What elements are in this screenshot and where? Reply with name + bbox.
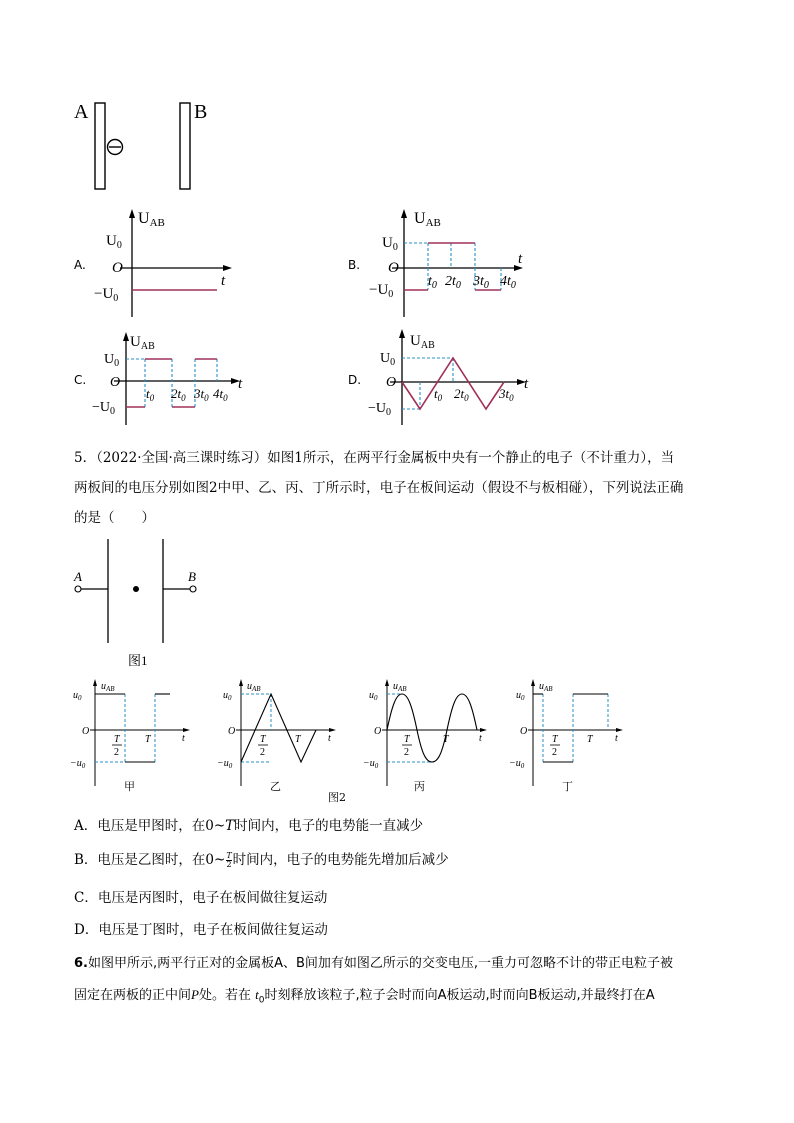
q5-number: 5． <box>74 450 97 466</box>
q5-line-3: 的是（ ） <box>74 510 155 526</box>
svg-text:u0: $u_0$ <box>516 690 525 702</box>
q4-option-b-label: B. <box>348 258 361 272</box>
svg-text:2: 2 <box>404 747 409 758</box>
svg-text:t: t <box>238 376 243 392</box>
plate-b <box>180 103 190 189</box>
q6-line-1: 6.如图甲所示,两平行正对的金属板A、B间加有如图乙所示的交变电压,一重力可忽略不计的带正电粒子被 <box>74 956 674 971</box>
svg-text:O: O <box>374 726 382 737</box>
graph-name-ding: 丁 <box>562 780 573 793</box>
svg-text:UAB: $U_{AB}$ <box>410 333 435 351</box>
svg-text:t: t <box>524 376 529 392</box>
svg-text:T: T <box>295 734 301 745</box>
svg-text:O: O <box>386 375 397 390</box>
svg-text:t: t <box>182 733 185 744</box>
svg-text:T: T <box>443 734 449 745</box>
q4-option-c-graph <box>88 328 258 428</box>
svg-text:uAB: $u_{AB}$ <box>393 681 407 693</box>
svg-text:3t0: $3t_0$ <box>473 274 489 291</box>
svg-text:t0: $t_0$ <box>434 386 443 403</box>
q4-option-a-graph <box>94 205 250 323</box>
plate-a <box>95 103 105 189</box>
svg-text:−U0: $-U_0$ <box>94 286 119 304</box>
svg-text:O: O <box>112 260 123 276</box>
svg-text:3t0: $3t_0$ <box>194 386 209 403</box>
svg-text:U0: $U_0$ <box>380 351 396 368</box>
graph-name-jia: 甲 <box>124 780 135 793</box>
q5-option-b[interactable]: B．电压是乙图时，在0~ $\frac{T}{2}$ 时间内，电子的电势能先增加后减少 <box>74 851 449 869</box>
svg-text:O: O <box>520 726 528 737</box>
svg-text:T: T <box>552 734 558 745</box>
svg-text:t0: $t_0$ <box>428 274 437 291</box>
svg-text:−u0: $-u_0$ <box>363 758 379 770</box>
svg-text:U0: $U_0$ <box>106 233 122 251</box>
svg-text:O: O <box>388 260 399 276</box>
svg-text:−u0: $-u_0$ <box>509 758 525 770</box>
svg-text:O: O <box>82 726 90 737</box>
svg-text:uAB: $u_{AB}$ <box>101 681 115 693</box>
svg-text:4t0: $4t_0$ <box>213 386 228 403</box>
q4-option-d-graph <box>362 325 537 430</box>
svg-text:2t0: $2t_0$ <box>454 386 469 403</box>
svg-text:T: T <box>260 734 266 745</box>
q5-option-a[interactable]: A．电压是甲图时，在0~T时间内，电子的电势能一直减少 <box>74 818 424 834</box>
q5-figure-1 <box>68 535 208 670</box>
electron-dot <box>133 586 139 592</box>
svg-text:t: t <box>328 733 331 744</box>
svg-text:t: t <box>518 251 523 267</box>
svg-text:−u0: $-u_0$ <box>217 758 233 770</box>
svg-text:T: T <box>587 734 593 745</box>
plate-label-a: A <box>74 101 89 123</box>
fig1-caption: 图1 <box>128 653 148 668</box>
plates-figure <box>70 95 230 200</box>
svg-text:U0: $U_0$ <box>382 235 398 253</box>
q4-option-d-label: D. <box>348 373 362 387</box>
q4-option-a-label: A. <box>74 258 86 272</box>
svg-text:t: t <box>479 733 482 744</box>
graph-jia <box>70 676 200 796</box>
q4-option-b-graph <box>364 205 539 323</box>
q6-line-2: 固定在两板的正中间P处。若在 $t_0$时刻释放该粒子,粒子会时而向A板运动,时而向B板运动,并最终打在A <box>74 987 655 1006</box>
svg-text:UAB: UAB <box>414 210 441 229</box>
q5-source: （2022·全国·高三课时练习） <box>96 450 268 466</box>
fig2-caption: 图2 <box>328 791 346 804</box>
svg-text:t: t <box>615 733 618 744</box>
q5-figure-2 <box>70 676 630 806</box>
svg-text:−U0: $-U_0$ <box>369 282 394 300</box>
q5-option-c[interactable]: C．电压是丙图时，电子在板间做往复运动 <box>74 890 328 906</box>
svg-text:2t0: $2t_0$ <box>171 386 186 403</box>
svg-text:u0: $u_0$ <box>369 690 378 702</box>
svg-text:uAB: $u_{AB}$ <box>539 681 553 693</box>
svg-text:O: O <box>228 726 236 737</box>
q6-number: 6. <box>74 956 88 971</box>
svg-text:−U0: $-U_0$ <box>368 401 392 418</box>
svg-text:u0: $u_0$ <box>223 690 232 702</box>
graph-name-yi: 乙 <box>270 780 281 793</box>
svg-text:2: 2 <box>552 747 557 758</box>
svg-text:t: t <box>221 273 226 289</box>
svg-text:−U0: $-U_0$ <box>92 400 116 417</box>
q5-line-2: 两板间的电压分别如图2中甲、乙、丙、丁所示时，电子在板间运动（假设不与板相碰），下列说法正确 <box>74 480 684 496</box>
svg-text:t0: $t_0$ <box>146 386 155 403</box>
graph-yi <box>216 676 346 796</box>
q4-option-c-label: C. <box>74 373 87 387</box>
svg-text:2: 2 <box>114 747 119 758</box>
svg-text:−u0: $-u_0$ <box>70 758 86 770</box>
svg-text:O: O <box>110 375 121 390</box>
svg-text:2t0: $2t_0$ <box>445 274 461 291</box>
svg-text:A: A <box>74 569 82 584</box>
svg-text:UAB: $U_{AB}$ <box>130 334 155 352</box>
graph-bing <box>362 676 492 796</box>
svg-text:T: T <box>114 734 120 745</box>
svg-text:2: 2 <box>260 747 265 758</box>
graph-ding <box>508 676 638 796</box>
svg-text:T: T <box>404 734 410 745</box>
svg-text:3t0: $3t_0$ <box>499 386 514 403</box>
svg-text:UAB: UAB <box>138 210 165 229</box>
graph-name-bing: 丙 <box>414 780 425 793</box>
q5-line-1: 5．（2022·全国·高三课时练习）如图1所示，在两平行金属板中央有一个静止的电子（不计重力），当 <box>74 450 675 466</box>
svg-text:uAB: $u_{AB}$ <box>247 681 261 693</box>
svg-text:4t0: $4t_0$ <box>500 274 516 291</box>
q5-option-d[interactable]: D．电压是丁图时，电子在板间做往复运动 <box>74 922 328 938</box>
svg-text:B: B <box>188 569 196 584</box>
svg-text:T: T <box>145 734 151 745</box>
svg-text:U0: $U_0$ <box>104 352 120 369</box>
svg-text:u0: $u_0$ <box>73 690 82 702</box>
plate-label-b: B <box>194 101 208 123</box>
